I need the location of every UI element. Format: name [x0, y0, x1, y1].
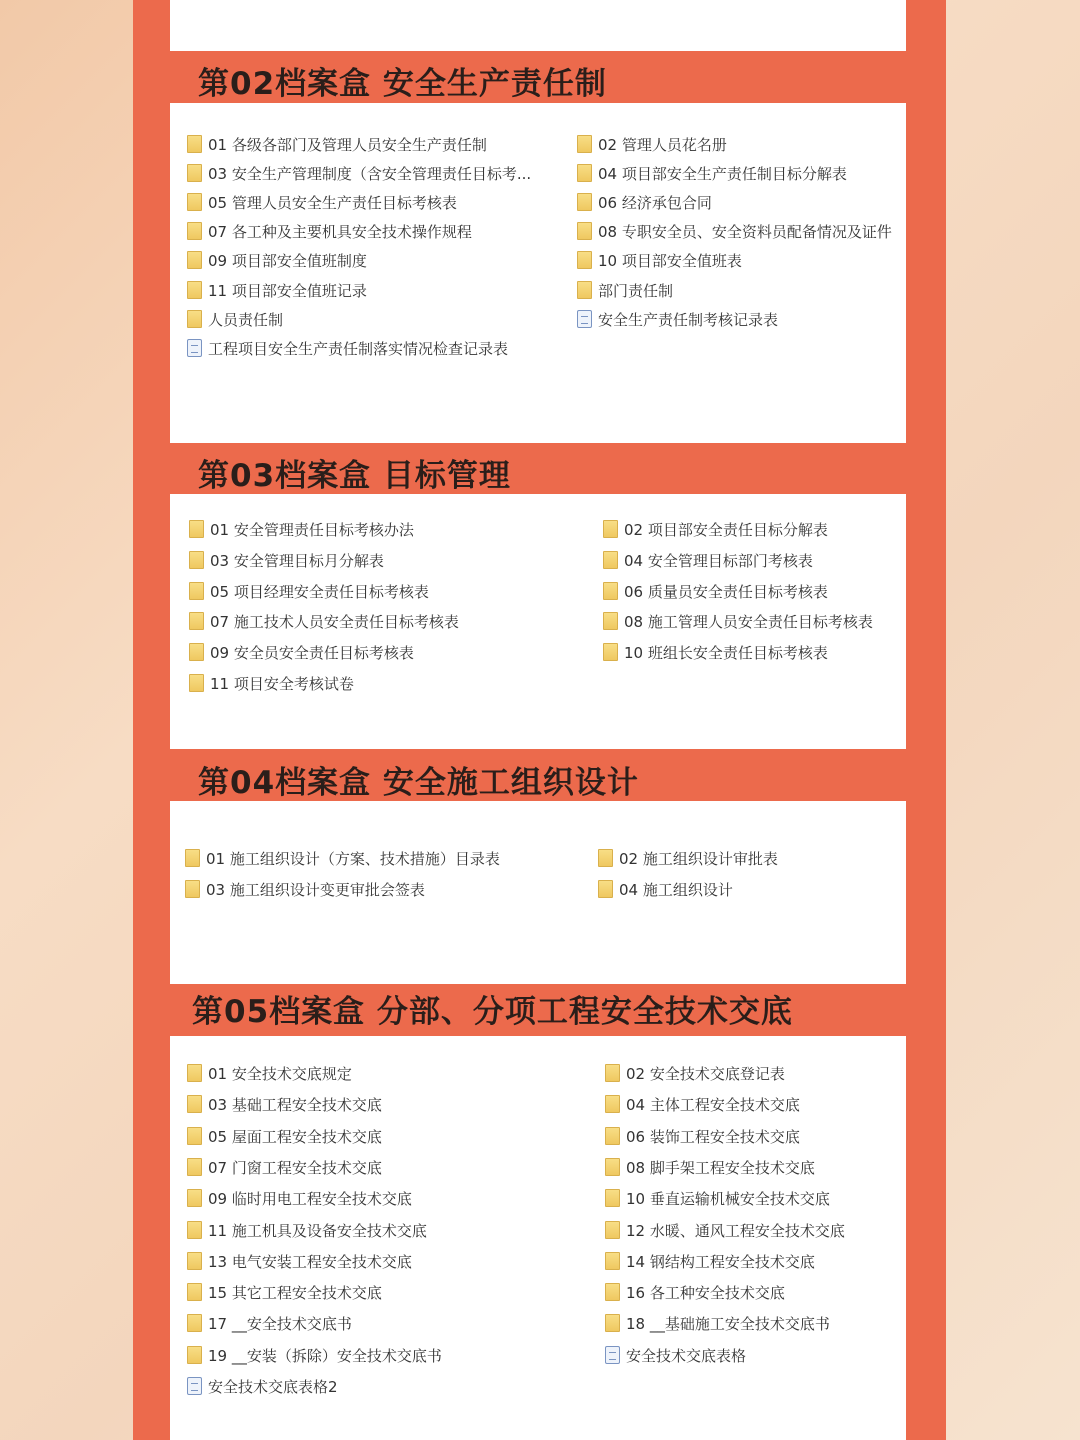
item-label: 10 班组长安全责任目标考核表 [624, 643, 828, 662]
item-label: 01 施工组织设计（方案、技术措施）目录表 [206, 849, 500, 868]
folder-icon [598, 880, 613, 898]
item-label: 11 项目部安全值班记录 [208, 281, 367, 300]
folder-icon [603, 643, 618, 661]
folder-item[interactable] [603, 517, 828, 541]
folder-item[interactable] [577, 219, 892, 243]
folder-item[interactable] [187, 307, 283, 331]
folder-icon [605, 1283, 620, 1301]
item-label: 03 安全管理目标月分解表 [210, 551, 384, 570]
folder-icon [603, 582, 618, 600]
folder-icon [187, 1127, 202, 1145]
folder-icon [187, 1221, 202, 1239]
item-label: 12 水暖、通风工程安全技术交底 [626, 1221, 845, 1240]
item-label: 13 电气安装工程安全技术交底 [208, 1252, 412, 1271]
item-label: 06 质量员安全责任目标考核表 [624, 582, 828, 601]
item-label: 02 施工组织设计审批表 [619, 849, 778, 868]
folder-icon [187, 193, 202, 211]
section-heading: 第03档案盒 目标管理 [198, 458, 511, 494]
folder-item[interactable] [189, 671, 354, 695]
item-label: 16 各工种安全技术交底 [626, 1283, 785, 1302]
folder-item[interactable] [187, 1124, 382, 1148]
folder-item[interactable] [603, 640, 828, 664]
folder-item[interactable] [189, 640, 414, 664]
folder-icon [189, 643, 204, 661]
document-icon [577, 310, 592, 328]
item-label: 03 安全生产管理制度（含安全管理责任目标考... [208, 164, 532, 183]
folder-icon [577, 251, 592, 269]
item-label: 02 安全技术交底登记表 [626, 1064, 785, 1083]
folder-icon [577, 164, 592, 182]
item-label: 03 施工组织设计变更审批会签表 [206, 880, 425, 899]
folder-icon [187, 1158, 202, 1176]
folder-icon [185, 880, 200, 898]
folder-item[interactable] [605, 1061, 785, 1085]
folder-item[interactable] [185, 877, 425, 901]
item-label: 部门责任制 [598, 281, 674, 300]
item-label: 09 项目部安全值班制度 [208, 251, 367, 270]
document-item[interactable] [605, 1343, 746, 1367]
folder-icon [605, 1158, 620, 1176]
item-label: 05 管理人员安全生产责任目标考核表 [208, 193, 457, 212]
folder-item[interactable] [187, 161, 531, 185]
item-label: 08 施工管理人员安全责任目标考核表 [624, 612, 873, 631]
folder-item[interactable] [605, 1124, 800, 1148]
item-label: 14 钢结构工程安全技术交底 [626, 1252, 815, 1271]
section-heading: 第04档案盒 安全施工组织设计 [198, 765, 639, 801]
folder-item[interactable] [187, 1186, 412, 1210]
item-label: 02 管理人员花名册 [598, 135, 727, 154]
item-label: 01 安全技术交底规定 [208, 1064, 352, 1083]
item-label: 01 安全管理责任目标考核办法 [210, 520, 414, 539]
folder-item[interactable] [187, 1280, 382, 1304]
folder-item[interactable] [577, 161, 847, 185]
folder-item[interactable] [189, 609, 459, 633]
folder-icon [187, 281, 202, 299]
folder-icon [189, 612, 204, 630]
section-heading: 第05档案盒 分部、分项工程安全技术交底 [192, 994, 793, 1030]
folder-item[interactable] [189, 517, 414, 541]
folder-icon [187, 222, 202, 240]
folder-icon [605, 1095, 620, 1113]
folder-item[interactable] [189, 579, 429, 603]
item-label: 安全生产责任制考核记录表 [598, 310, 779, 329]
item-label: 07 施工技术人员安全责任目标考核表 [210, 612, 459, 631]
item-label: 02 项目部安全责任目标分解表 [624, 520, 828, 539]
folder-item[interactable] [605, 1092, 800, 1116]
item-label: 04 主体工程安全技术交底 [626, 1095, 800, 1114]
folder-icon [605, 1127, 620, 1145]
folder-icon [187, 251, 202, 269]
item-label: 工程项目安全生产责任制落实情况检查记录表 [208, 339, 509, 358]
document-icon [187, 1377, 202, 1395]
item-label: 11 施工机具及设备安全技术交底 [208, 1221, 427, 1240]
folder-icon [187, 310, 202, 328]
item-label: 09 临时用电工程安全技术交底 [208, 1189, 412, 1208]
folder-icon [603, 551, 618, 569]
folder-item[interactable] [598, 877, 733, 901]
item-label: 06 经济承包合同 [598, 193, 712, 212]
item-label: 04 安全管理目标部门考核表 [624, 551, 813, 570]
folder-item[interactable] [605, 1311, 830, 1335]
folder-icon [185, 849, 200, 867]
folder-item[interactable] [187, 1061, 352, 1085]
previous-panel [170, 0, 906, 51]
item-label: 04 项目部安全生产责任制目标分解表 [598, 164, 847, 183]
folder-icon [189, 551, 204, 569]
item-label: 18 __基础施工安全技术交底书 [626, 1314, 830, 1333]
folder-icon [187, 1346, 202, 1364]
document-icon [187, 339, 202, 357]
folder-item[interactable] [605, 1280, 785, 1304]
folder-item[interactable] [187, 1343, 442, 1367]
folder-icon [577, 193, 592, 211]
folder-icon [603, 612, 618, 630]
item-label: 06 装饰工程安全技术交底 [626, 1127, 800, 1146]
folder-item[interactable] [187, 1155, 382, 1179]
folder-item[interactable] [187, 132, 487, 156]
folder-icon [598, 849, 613, 867]
folder-item[interactable] [603, 609, 873, 633]
item-label: 05 项目经理安全责任目标考核表 [210, 582, 429, 601]
folder-icon [189, 582, 204, 600]
item-label: 19 __安装（拆除）安全技术交底书 [208, 1346, 442, 1365]
folder-item[interactable] [187, 1218, 427, 1242]
folder-item[interactable] [577, 190, 712, 214]
folder-item[interactable] [577, 278, 673, 302]
folder-icon [605, 1064, 620, 1082]
folder-item[interactable] [605, 1186, 830, 1210]
folder-item[interactable] [577, 248, 742, 272]
item-label: 安全技术交底表格 [626, 1346, 747, 1365]
folder-icon [577, 281, 592, 299]
item-label: 07 各工种及主要机具安全技术操作规程 [208, 222, 472, 241]
folder-icon [605, 1189, 620, 1207]
folder-item[interactable] [603, 548, 813, 572]
folder-icon [577, 135, 592, 153]
item-label: 08 脚手架工程安全技术交底 [626, 1158, 815, 1177]
folder-icon [187, 1252, 202, 1270]
folder-icon [187, 1064, 202, 1082]
item-label: 15 其它工程安全技术交底 [208, 1283, 382, 1302]
folder-item[interactable] [605, 1249, 815, 1273]
item-label: 10 垂直运输机械安全技术交底 [626, 1189, 830, 1208]
folder-icon [187, 1314, 202, 1332]
folder-item[interactable] [577, 132, 727, 156]
item-label: 03 基础工程安全技术交底 [208, 1095, 382, 1114]
folder-item[interactable] [605, 1218, 845, 1242]
folder-icon [605, 1252, 620, 1270]
item-label: 05 屋面工程安全技术交底 [208, 1127, 382, 1146]
item-label: 11 项目安全考核试卷 [210, 674, 354, 693]
document-item[interactable] [577, 307, 778, 331]
folder-item[interactable] [598, 846, 778, 870]
folder-item[interactable] [187, 219, 472, 243]
item-label: 01 各级各部门及管理人员安全生产责任制 [208, 135, 487, 154]
folder-item[interactable] [187, 190, 457, 214]
folder-icon [187, 1189, 202, 1207]
folder-item[interactable] [187, 248, 367, 272]
folder-icon [577, 222, 592, 240]
folder-item[interactable] [187, 1092, 382, 1116]
item-label: 安全技术交底表格2 [208, 1377, 338, 1396]
folder-item[interactable] [603, 579, 828, 603]
folder-icon [605, 1314, 620, 1332]
section-heading: 第02档案盒 安全生产责任制 [198, 66, 607, 102]
folder-icon [605, 1221, 620, 1239]
folder-icon [189, 520, 204, 538]
document-item[interactable] [187, 1374, 338, 1398]
item-label: 07 门窗工程安全技术交底 [208, 1158, 382, 1177]
folder-item[interactable] [605, 1155, 815, 1179]
item-label: 09 安全员安全责任目标考核表 [210, 643, 414, 662]
folder-icon [603, 520, 618, 538]
item-label: 08 专职安全员、安全资料员配备情况及证件 [598, 222, 892, 241]
folder-icon [187, 164, 202, 182]
document-icon [605, 1346, 620, 1364]
item-label: 人员责任制 [208, 310, 284, 329]
folder-icon [187, 1095, 202, 1113]
folder-item[interactable] [187, 1311, 352, 1335]
folder-icon [189, 674, 204, 692]
folder-icon [187, 1283, 202, 1301]
folder-item[interactable] [187, 278, 367, 302]
folder-item[interactable] [185, 846, 500, 870]
folder-icon [187, 135, 202, 153]
item-label: 10 项目部安全值班表 [598, 251, 742, 270]
folder-item[interactable] [187, 1249, 412, 1273]
item-label: 17 __安全技术交底书 [208, 1314, 352, 1333]
document-item[interactable] [187, 336, 508, 360]
item-label: 04 施工组织设计 [619, 880, 733, 899]
folder-item[interactable] [189, 548, 384, 572]
